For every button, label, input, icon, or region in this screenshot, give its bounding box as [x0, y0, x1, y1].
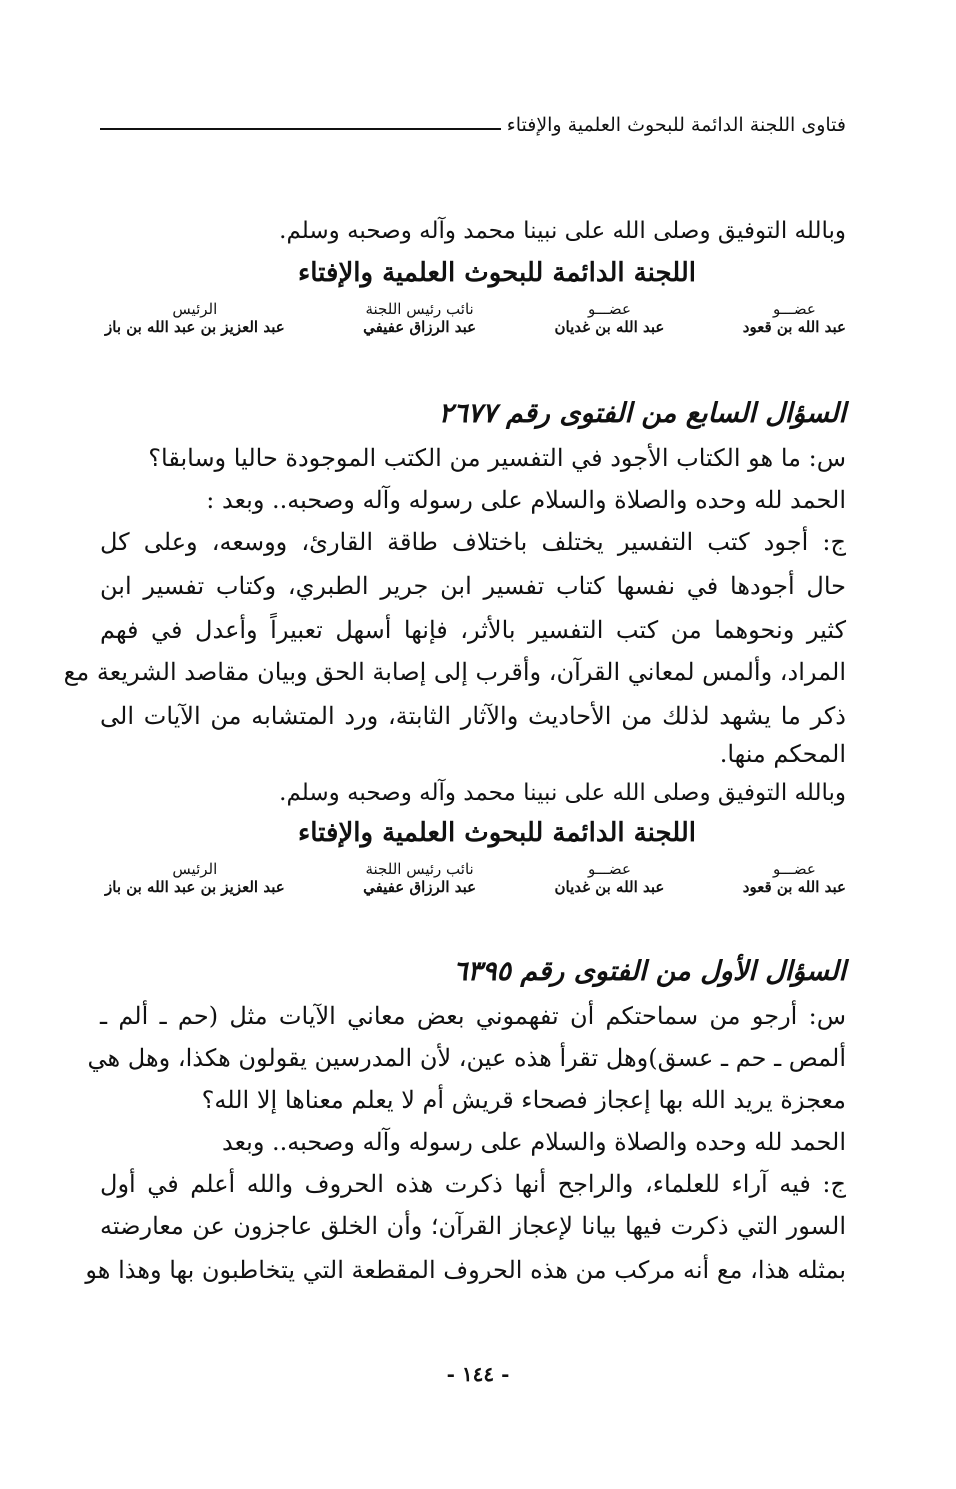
running-header — [100, 100, 846, 136]
signatory-role: نائب رئيس اللجنة — [365, 860, 474, 878]
page-number: - ١٤٤ - — [446, 1362, 510, 1386]
answer-line: حال أجودها في نفسها كتاب تفسير ابن جرير الطبري، وكتاب تفسير ابن — [100, 572, 846, 600]
signatory-role: عضـــو — [588, 860, 631, 878]
signatory — [743, 300, 846, 336]
signatory-name: عبد الله بن قعود — [742, 318, 846, 336]
signatory — [555, 860, 665, 896]
header-title: فتاوى اللجنة الدائمة للبحوث العلمية والإفتاء — [506, 114, 846, 136]
signatory-role: نائب رئيس اللجنة — [365, 300, 474, 318]
signatory — [743, 860, 846, 896]
signatory-role: عضـــو — [772, 860, 816, 878]
signatory — [363, 300, 476, 336]
signatures-row — [105, 860, 846, 896]
signatory-name: عبد الله بن غديان — [554, 318, 665, 336]
header-rule — [100, 128, 501, 130]
signatory-name: عبد الرزاق عفيفي — [363, 318, 477, 336]
signatory-role: الرئيس — [172, 860, 218, 878]
committee-name: اللجنة الدائمة للبحوث العلمية والإفتاء — [298, 258, 696, 288]
signatory-name: عبد الله بن غديان — [554, 878, 665, 896]
question-line: معجزة يريد الله بها إعجاز فصحاء قريش أم لا يعلم معناها إلا الله؟ — [201, 1086, 846, 1114]
signatory-name: عبد العزيز بن عبد الله بن باز — [105, 318, 285, 336]
signatory — [363, 860, 476, 896]
signatory — [105, 300, 285, 336]
committee-name: اللجنة الدائمة للبحوث العلمية والإفتاء — [298, 818, 696, 848]
praise-line: الحمد لله وحده والصلاة والسلام على رسوله وآله وصحبه.. وبعد — [221, 1128, 846, 1156]
question-line: س: أرجو من سماحتكم أن تفهموني بعض معاني الآيات مثل (حم ـ ألم ـ — [100, 1002, 846, 1030]
signatory-name: عبد الله بن قعود — [742, 878, 846, 896]
answer-line: المراد، وألمس لمعاني القرآن، وأقرب إلى إصابة الحق وبيان مقاصد الشريعة مع — [63, 658, 846, 686]
answer-line: السور التي ذكرت فيها بيانا لإعجاز القرآن؛ وأن الخلق عاجزون عن معارضته — [100, 1212, 846, 1240]
answer-line: المحكم منها. — [719, 740, 846, 768]
answer-line: ذكر ما يشهد لذلك من الأحاديث والآثار الثابتة، ورد المتشابه من الآيات الى — [100, 702, 846, 730]
signatures-row — [105, 300, 846, 336]
answer-line: كثير ونحوهما من كتب التفسير بالأثر، فإنها أسهل تعبيراً وأعدل في فهم — [100, 616, 846, 644]
signatory — [105, 860, 285, 896]
question-line: ألمص ـ حم ـ عسق)وهل تقرأ هذه عين، لأن المدرسين يقولون هكذا، وهل هي — [87, 1044, 846, 1072]
signatory — [555, 300, 665, 336]
closing-prayer: وبالله التوفيق وصلى الله على نبينا محمد وآله وصحبه وسلم. — [279, 780, 846, 806]
praise-line: الحمد لله وحده والصلاة والسلام على رسوله وآله وصحبه.. وبعد : — [206, 486, 846, 514]
signatory-role: الرئيس — [172, 300, 218, 318]
answer-line: ج: أجود كتب التفسير يختلف باختلاف طاقة القارئ، ووسعه، وعلى كل — [100, 528, 846, 556]
signatory-role: عضـــو — [588, 300, 631, 318]
answer-line: بمثله هذا، مع أنه مركب من هذه الحروف المقطعة التي يتخاطبون بها وهذا هو — [85, 1256, 846, 1284]
signatory-name: عبد الرزاق عفيفي — [363, 878, 477, 896]
answer-line: ج: فيه آراء للعلماء، والراجح أنها ذكرت هذه الحروف والله أعلم في أول — [100, 1170, 846, 1198]
question-line: س: ما هو الكتاب الأجود في التفسير من الكتب الموجودة حاليا وسابقا؟ — [148, 444, 846, 472]
signatory-name: عبد العزيز بن عبد الله بن باز — [105, 878, 285, 896]
closing-prayer: وبالله التوفيق وصلى الله على نبينا محمد وآله وصحبه وسلم. — [279, 218, 846, 244]
fatwa-heading: السؤال الأول من الفتوى رقم ٦٣٩٥ — [453, 956, 846, 987]
signatory-role: عضـــو — [772, 300, 816, 318]
fatwa-heading: السؤال السابع من الفتوى رقم ٢٦٧٧ — [438, 398, 846, 429]
